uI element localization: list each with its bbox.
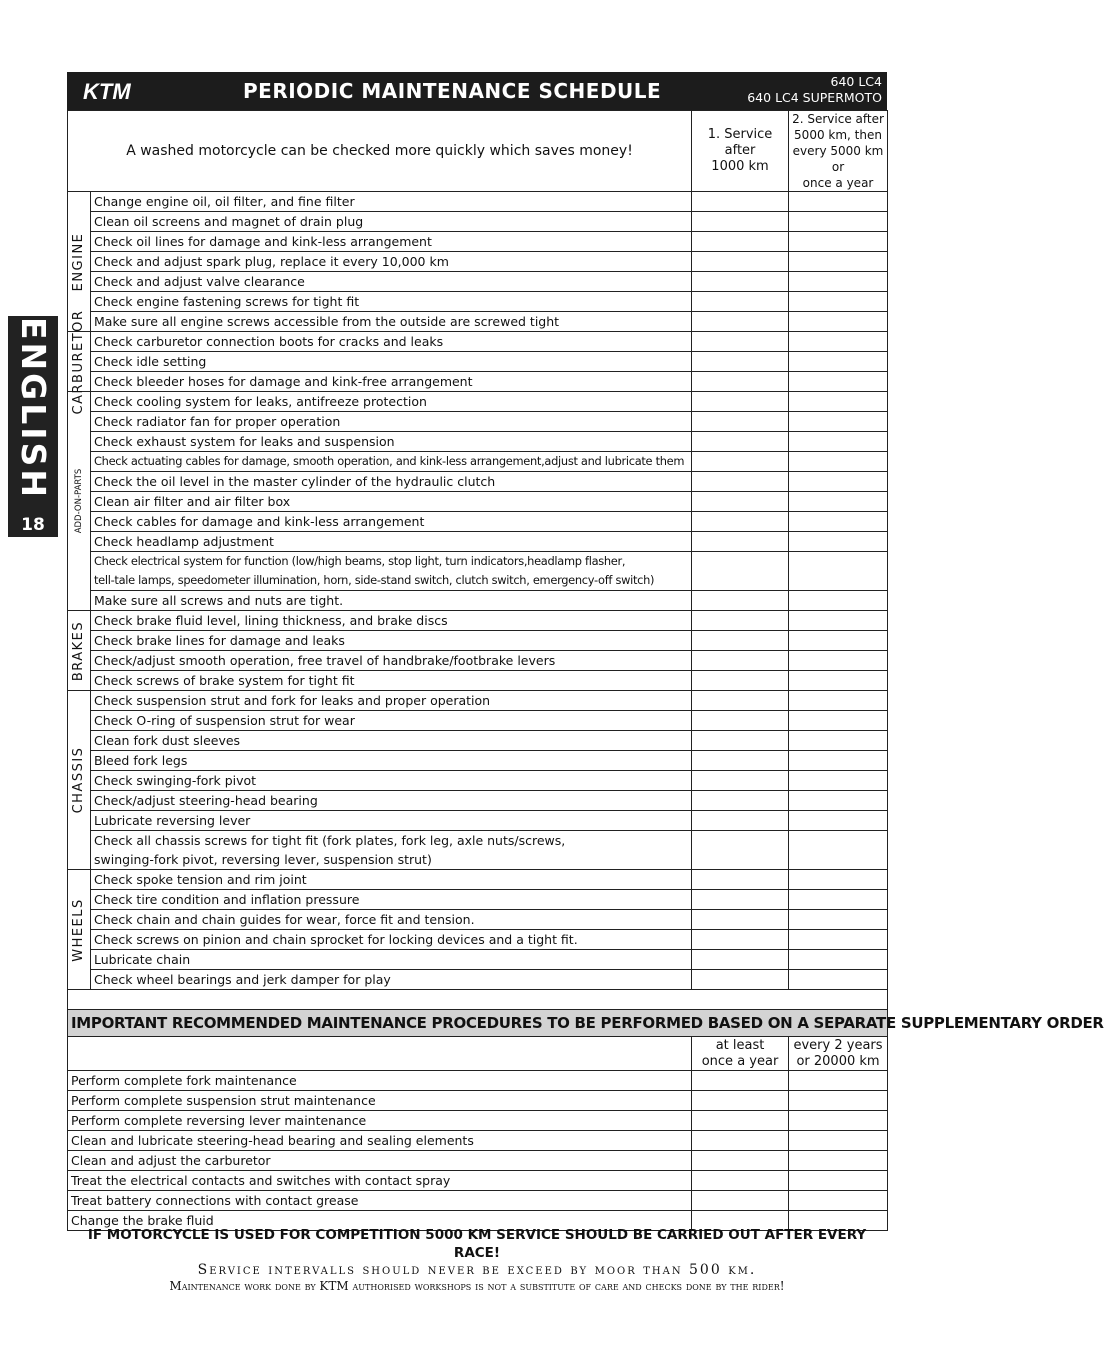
task-text: Check carburetor connection boots for cracks and leaks (91, 332, 692, 352)
table-row (68, 552, 888, 591)
section-label: ADD-ON-PARTS (74, 468, 84, 534)
task-text: Check electrical system for function (low/high beams, stop light, turn indicators,headlamp flasher, tell-tale lamps, speedometer illumination, horn, side-stand switch, clutch switch, emergency-off switch) (91, 552, 692, 591)
service-1-check-cell[interactable] (692, 831, 789, 870)
task-text: Clean air filter and air filter box (91, 492, 692, 512)
table-row (68, 512, 888, 532)
service-1-header: 1. Service after 1000 km (692, 111, 789, 192)
section-label-cell (68, 611, 91, 691)
task-text: Check headlamp adjustment (91, 532, 692, 552)
service-2-check-cell[interactable] (789, 552, 888, 591)
procedure-text: Perform complete suspension strut maintenance (68, 1091, 692, 1111)
interval-2-check-cell[interactable] (789, 1131, 888, 1151)
section-label: BRAKES (71, 620, 86, 681)
ktm-logo (81, 80, 157, 102)
service-2-check-cell[interactable] (789, 791, 888, 811)
table-row (68, 631, 888, 651)
service-1-check-cell[interactable] (692, 970, 789, 990)
interval-1-check-cell[interactable] (692, 1071, 789, 1091)
table-row (68, 611, 888, 631)
language-label: ENGLISH (14, 317, 53, 500)
table-row (68, 1131, 888, 1151)
table-row (68, 352, 888, 372)
task-text: Change engine oil, oil filter, and fine filter (91, 192, 692, 212)
task-text: Check brake lines for damage and leaks (91, 631, 692, 651)
service-1-check-cell[interactable] (692, 691, 789, 711)
task-text: Clean oil screens and magnet of drain plug (91, 212, 692, 232)
interval-1-check-cell[interactable] (692, 1171, 789, 1191)
service-1-check-cell[interactable] (692, 631, 789, 651)
section-label: CHASSIS (71, 746, 86, 814)
table-row (68, 950, 888, 970)
service-1-check-cell[interactable] (692, 372, 789, 392)
table-row (68, 691, 888, 711)
service-2-check-cell[interactable] (789, 751, 888, 771)
table-row (68, 1071, 888, 1091)
procedure-text: Treat battery connections with contact grease (68, 1191, 692, 1211)
service-2-check-cell[interactable] (789, 532, 888, 552)
section-label: ENGINE (71, 232, 86, 291)
service-1-check-cell[interactable] (692, 791, 789, 811)
table-row (68, 930, 888, 950)
workshop-note: Maintenance work done by KTM authorised workshops is not a substitute of care and checks done by the rider! (169, 1279, 785, 1293)
table-row (68, 492, 888, 512)
service-1-check-cell[interactable] (692, 392, 789, 412)
task-text: Check and adjust valve clearance (91, 272, 692, 292)
model-info (747, 74, 882, 106)
table-row (68, 532, 888, 552)
task-text: Lubricate reversing lever (91, 811, 692, 831)
service-2-check-cell[interactable] (789, 651, 888, 671)
procedure-text: Treat the electrical contacts and switches with contact spray (68, 1171, 692, 1191)
service-1-check-cell[interactable] (692, 811, 789, 831)
table-row (68, 212, 888, 232)
spacer-row (68, 990, 888, 1010)
model-line-1: 640 LC4 (830, 74, 882, 89)
procedure-text: Perform complete reversing lever maintenance (68, 1111, 692, 1131)
service-2-check-cell[interactable] (789, 771, 888, 791)
task-text: Check cables for damage and kink-less arrangement (91, 512, 692, 532)
service-1-check-cell[interactable] (692, 591, 789, 611)
task-text: Make sure all screws and nuts are tight. (91, 591, 692, 611)
table-row (68, 392, 888, 412)
service-2-check-cell[interactable] (789, 332, 888, 352)
task-text: Check suspension strut and fork for leaks and proper operation (91, 691, 692, 711)
service-2-check-cell[interactable] (789, 512, 888, 532)
service-2-check-cell[interactable] (789, 890, 888, 910)
interval-1-header: at least once a year (692, 1037, 789, 1071)
service-1-check-cell[interactable] (692, 651, 789, 671)
table-row (68, 870, 888, 890)
task-text: Clean fork dust sleeves (91, 731, 692, 751)
table-row (68, 771, 888, 791)
service-1-check-cell[interactable] (692, 512, 789, 532)
service-1-check-cell[interactable] (692, 930, 789, 950)
task-text: Check bleeder hoses for damage and kink-free arrangement (91, 372, 692, 392)
task-text: Check exhaust system for leaks and suspension (91, 432, 692, 452)
service-1-check-cell[interactable] (692, 611, 789, 631)
service-2-check-cell[interactable] (789, 910, 888, 930)
section-label: WHEELS (71, 897, 86, 962)
task-text: Check radiator fan for proper operation (91, 412, 692, 432)
service-2-check-cell[interactable] (789, 212, 888, 232)
service-2-check-cell[interactable] (789, 950, 888, 970)
service-2-check-cell[interactable] (789, 711, 888, 731)
service-2-check-cell[interactable] (789, 671, 888, 691)
service-1-check-cell[interactable] (692, 532, 789, 552)
procedure-text: Perform complete fork maintenance (68, 1071, 692, 1091)
service-1-check-cell[interactable] (692, 731, 789, 751)
task-text: Check tire condition and inflation pressure (91, 890, 692, 910)
table-row (68, 252, 888, 272)
table-row (68, 272, 888, 292)
task-text: Make sure all engine screws accessible from the outside are screwed tight (91, 312, 692, 332)
table-row (68, 372, 888, 392)
important-subheader-row (68, 1037, 888, 1071)
task-text: Check chain and chain guides for wear, force fit and tension. (91, 910, 692, 930)
interval-2-check-cell[interactable] (789, 1151, 888, 1171)
interval-1-check-cell[interactable] (692, 1151, 789, 1171)
service-2-check-cell[interactable] (789, 631, 888, 651)
task-text: Check screws of brake system for tight fit (91, 671, 692, 691)
task-text: Check O-ring of suspension strut for wear (91, 711, 692, 731)
table-row (68, 1091, 888, 1111)
service-2-check-cell[interactable] (789, 412, 888, 432)
service-1-check-cell[interactable] (692, 751, 789, 771)
table-row (68, 791, 888, 811)
service-2-check-cell[interactable] (789, 472, 888, 492)
service-1-check-cell[interactable] (692, 312, 789, 332)
interval-1-check-cell[interactable] (692, 1191, 789, 1211)
maintenance-table (67, 110, 1104, 1231)
table-row (68, 1111, 888, 1131)
service-1-check-cell[interactable] (692, 192, 789, 212)
service-2-check-cell[interactable] (789, 691, 888, 711)
section-label: CARBURETOR (71, 309, 86, 414)
task-text: Check and adjust spark plug, replace it every 10,000 km (91, 252, 692, 272)
service-1-check-cell[interactable] (692, 432, 789, 452)
service-2-check-cell[interactable] (789, 372, 888, 392)
service-2-check-cell[interactable] (789, 591, 888, 611)
table-row (68, 292, 888, 312)
service-2-check-cell[interactable] (789, 232, 888, 252)
section-label-cell (68, 392, 91, 611)
table-row (68, 711, 888, 731)
intro-row (68, 111, 888, 192)
table-row (68, 312, 888, 332)
service-2-check-cell[interactable] (789, 452, 888, 472)
service-2-check-cell[interactable] (789, 831, 888, 870)
service-1-check-cell[interactable] (692, 352, 789, 372)
section-label-cell (68, 691, 91, 870)
competition-note: IF MOTORCYCLE IS USED FOR COMPETITION 5000 KM SERVICE SHOULD BE CARRIED OUT AFTER EVERY RACE! (87, 1227, 867, 1261)
service-2-check-cell[interactable] (789, 870, 888, 890)
page-title: PERIODIC MAINTENANCE SCHEDULE (243, 79, 662, 103)
service-2-check-cell[interactable] (789, 352, 888, 372)
service-2-check-cell[interactable] (789, 312, 888, 332)
service-1-check-cell[interactable] (692, 950, 789, 970)
table-row (68, 731, 888, 751)
task-text: Check oil lines for damage and kink-less arrangement (91, 232, 692, 252)
table-row (68, 1171, 888, 1191)
task-text: Check all chassis screws for tight fit (fork plates, fork leg, axle nuts/screws, swinging-fork pivot, reversing lever, suspension strut) (91, 831, 692, 870)
service-1-check-cell[interactable] (692, 552, 789, 591)
service-1-check-cell[interactable] (692, 412, 789, 432)
footer (67, 1226, 887, 1294)
procedure-text: Change the brake fluid (68, 1211, 692, 1231)
service-1-check-cell[interactable] (692, 671, 789, 691)
table-row (68, 910, 888, 930)
wash-note: A washed motorcycle can be checked more quickly which saves money! (68, 111, 692, 192)
interval-2-header: every 2 years or 20000 km (789, 1037, 888, 1071)
task-text: Bleed fork legs (91, 751, 692, 771)
interval-2-check-cell[interactable] (789, 1111, 888, 1131)
table-row (68, 1191, 888, 1211)
service-1-check-cell[interactable] (692, 292, 789, 312)
task-text: Check cooling system for leaks, antifreeze protection (91, 392, 692, 412)
table-row (68, 432, 888, 452)
interval-note: Service intervalls should never be exceed by moor than 500 km. (197, 1262, 757, 1278)
service-2-check-cell[interactable] (789, 492, 888, 512)
service-2-check-cell[interactable] (789, 731, 888, 751)
service-1-check-cell[interactable] (692, 910, 789, 930)
table-row (68, 811, 888, 831)
procedure-text: Clean and adjust the carburetor (68, 1151, 692, 1171)
task-text: Check/adjust smooth operation, free travel of handbrake/footbrake levers (91, 651, 692, 671)
schedule-header (67, 72, 887, 110)
table-row (68, 332, 888, 352)
table-row (68, 472, 888, 492)
section-label-cell (68, 309, 91, 414)
task-text: Check actuating cables for damage, smooth operation, and kink-less arrangement,adjust and lubricate them (91, 452, 692, 472)
task-text: Check engine fastening screws for tight fit (91, 292, 692, 312)
table-row (68, 452, 888, 472)
important-header-row (68, 1010, 888, 1037)
task-text: Check swinging-fork pivot (91, 771, 692, 791)
table-row (68, 232, 888, 252)
important-title: IMPORTANT RECOMMENDED MAINTENANCE PROCEDURES TO BE PERFORMED BASED ON A SEPARATE SUPPLEMENTARY ORDER (68, 1010, 888, 1037)
service-2-check-cell[interactable] (789, 272, 888, 292)
interval-2-check-cell[interactable] (789, 1191, 888, 1211)
interval-2-check-cell[interactable] (789, 1071, 888, 1091)
service-1-check-cell[interactable] (692, 711, 789, 731)
table-row (68, 591, 888, 611)
service-2-check-cell[interactable] (789, 970, 888, 990)
service-1-check-cell[interactable] (692, 492, 789, 512)
task-text: Check wheel bearings and jerk damper for play (91, 970, 692, 990)
service-2-check-cell[interactable] (789, 292, 888, 312)
service-2-check-cell[interactable] (789, 930, 888, 950)
service-1-check-cell[interactable] (692, 332, 789, 352)
service-1-check-cell[interactable] (692, 870, 789, 890)
page-number: 18 (21, 515, 45, 535)
interval-2-check-cell[interactable] (789, 1091, 888, 1111)
service-1-check-cell[interactable] (692, 452, 789, 472)
task-text: Check spoke tension and rim joint (91, 870, 692, 890)
task-text: Check screws on pinion and chain sprocket for locking devices and a tight fit. (91, 930, 692, 950)
task-text: Check/adjust steering-head bearing (91, 791, 692, 811)
service-1-check-cell[interactable] (692, 272, 789, 292)
interval-1-check-cell[interactable] (692, 1111, 789, 1131)
service-2-check-cell[interactable] (789, 252, 888, 272)
table-row (68, 751, 888, 771)
service-1-check-cell[interactable] (692, 771, 789, 791)
service-2-header: 2. Service after 5000 km, then every 5000 km or once a year (789, 111, 888, 192)
task-text: Check the oil level in the master cylinder of the hydraulic clutch (91, 472, 692, 492)
procedure-text: Clean and lubricate steering-head bearing and sealing elements (68, 1131, 692, 1151)
interval-1-check-cell[interactable] (692, 1091, 789, 1111)
svg-text:KTM: KTM (83, 79, 131, 104)
language-side-tab (8, 316, 58, 537)
service-2-check-cell[interactable] (789, 811, 888, 831)
service-1-check-cell[interactable] (692, 472, 789, 492)
model-line-2: 640 LC4 SUPERMOTO (747, 90, 882, 105)
task-text: Lubricate chain (91, 950, 692, 970)
interval-1-check-cell[interactable] (692, 1131, 789, 1151)
service-1-check-cell[interactable] (692, 212, 789, 232)
interval-2-check-cell[interactable] (789, 1171, 888, 1191)
table-row (68, 970, 888, 990)
service-1-check-cell[interactable] (692, 890, 789, 910)
task-text: Check idle setting (91, 352, 692, 372)
service-1-check-cell[interactable] (692, 252, 789, 272)
service-2-check-cell[interactable] (789, 392, 888, 412)
section-label-cell (68, 870, 91, 990)
table-row (68, 671, 888, 691)
table-row (68, 412, 888, 432)
service-2-check-cell[interactable] (789, 192, 888, 212)
table-row (68, 651, 888, 671)
table-row (68, 1151, 888, 1171)
service-2-check-cell[interactable] (789, 611, 888, 631)
service-1-check-cell[interactable] (692, 232, 789, 252)
task-text: Check brake fluid level, lining thickness, and brake discs (91, 611, 692, 631)
table-row (68, 831, 888, 870)
service-2-check-cell[interactable] (789, 432, 888, 452)
table-row (68, 192, 888, 212)
table-row (68, 890, 888, 910)
